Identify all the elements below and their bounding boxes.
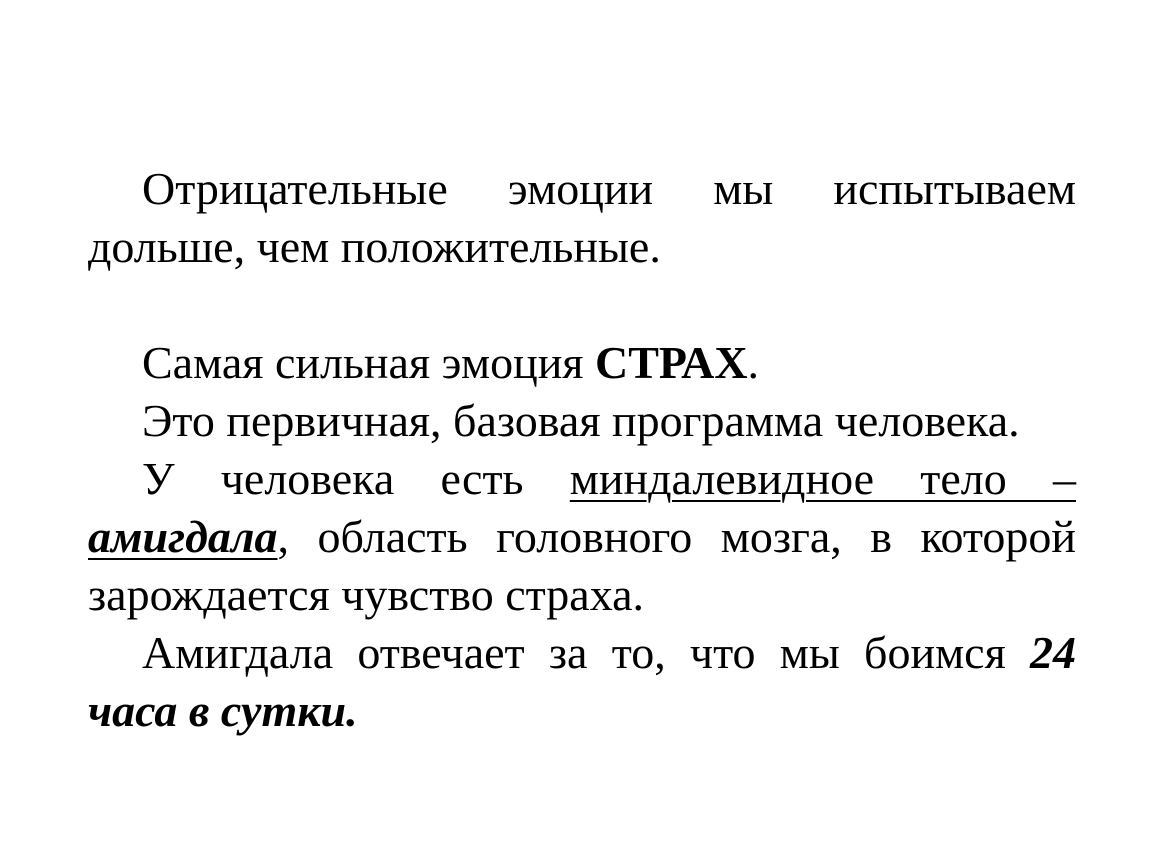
paragraph-strongest-emotion [88,334,1076,392]
strongest-emotion-suffix: . [747,337,760,388]
fear-emphasis: СТРАХ [594,337,748,388]
paragraph-amygdala [88,450,1076,624]
paragraph-negative-emotions-text: Отрицательные эмоции мы испытываем дольше, чем положительные. [88,163,1076,272]
paragraph-basic-program-text: Это первичная, базовая программа человека. [142,395,1020,446]
strongest-emotion-prefix: Самая сильная эмоция [142,337,595,388]
slide-text-body [88,160,1076,740]
paragraph-negative-emotions [88,160,1076,276]
amygdala-prefix: У человека есть [142,453,570,504]
amygdala-suffix: , область головного мозга, в которой зарождается чувство страха. [88,511,1076,620]
amygdala-term: амигдала [88,511,278,562]
hours-emphasis: 24 часа в сутки. [88,627,1076,736]
amygdala-body-term: миндалевидное тело – [569,453,1076,504]
paragraph-basic-program [88,392,1076,450]
amygdala-role-prefix: Амигдала отвечает за то, что мы боимся [142,627,1030,678]
paragraph-amygdala-role [88,624,1076,740]
